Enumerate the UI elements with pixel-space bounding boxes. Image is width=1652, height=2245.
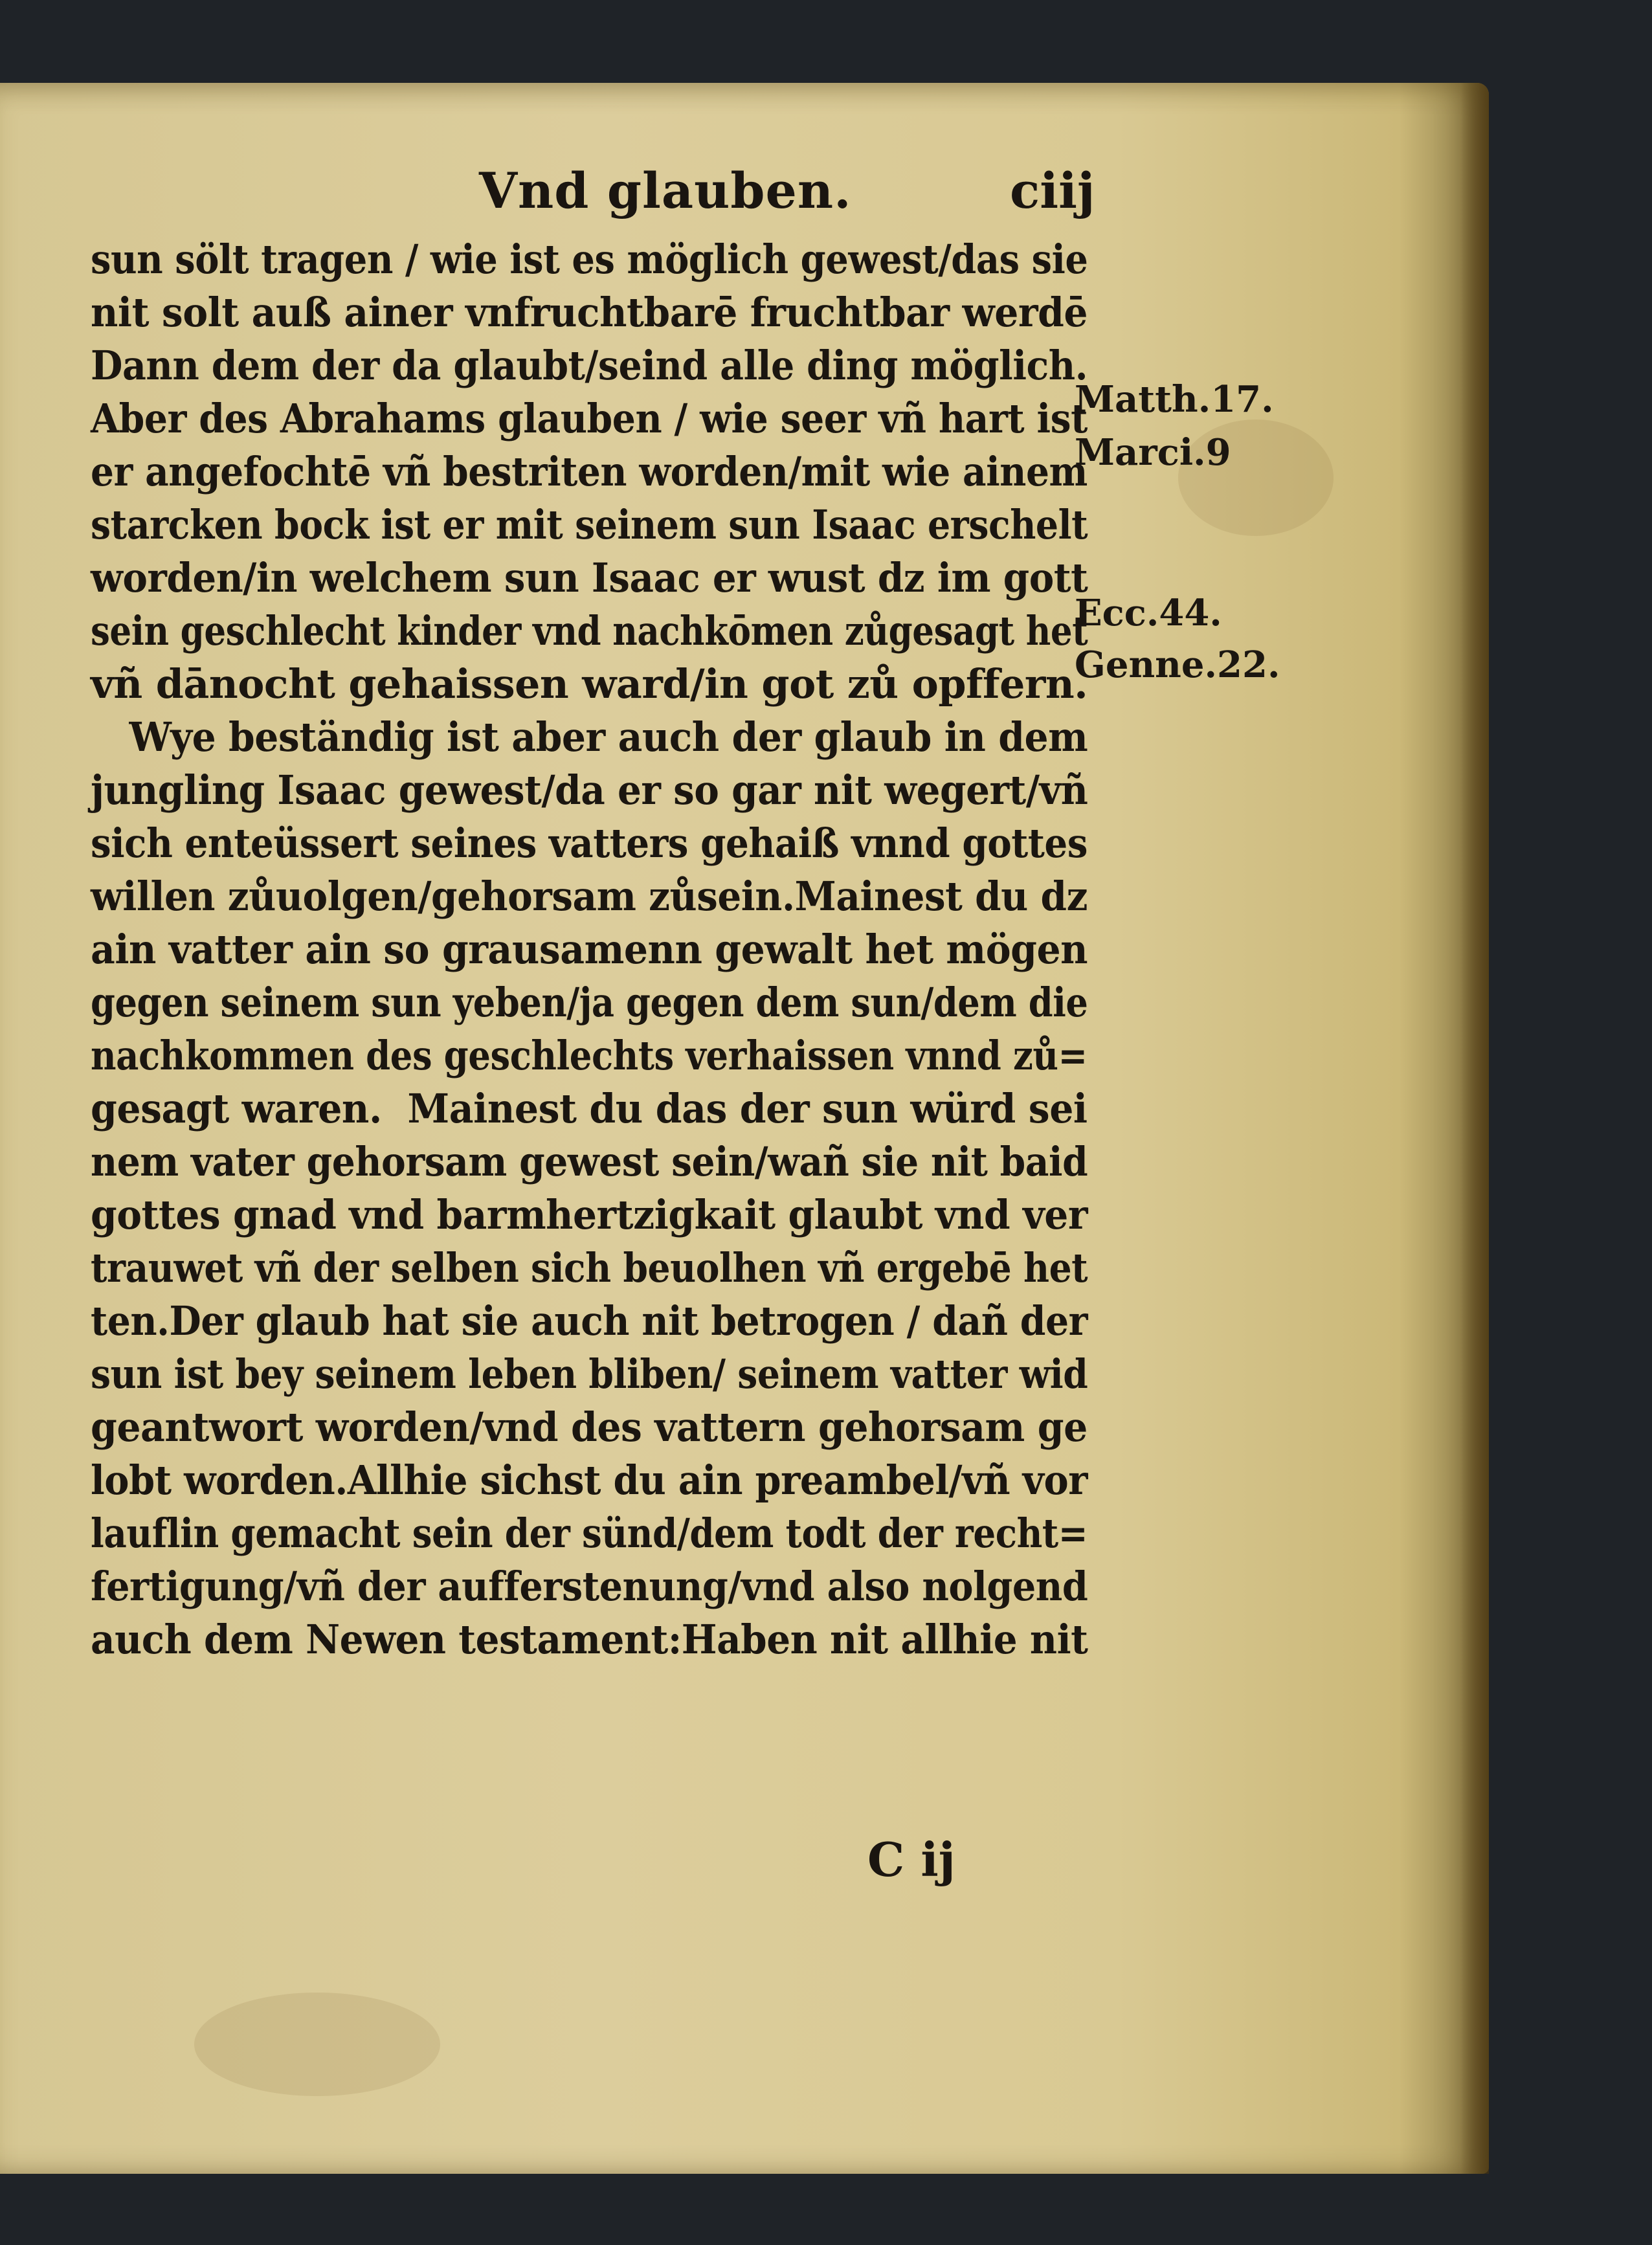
text-line: jungling Isaac gewest/da er so gar nit wegert/vñ xyxy=(91,766,1088,814)
text-line: ten.Der glaub hat sie auch nit betrogen / dañ der xyxy=(91,1297,1088,1345)
body-text-block xyxy=(91,233,1088,1666)
margin-note-eccl: Ecc.44. xyxy=(1075,592,1222,634)
text-line: gesagt waren. Mainest du das der sun würd sei xyxy=(91,1085,1088,1132)
text-line: gegen seinem sun yeben/ja gegen dem sun/dem die xyxy=(91,979,1088,1026)
margin-note-genne: Genne.22. xyxy=(1075,643,1280,686)
text-line: er angefochtē vñ bestriten worden/mit wie ainem xyxy=(91,448,1088,495)
text-line: trauwet vñ der selben sich beuolhen vñ ergebē het xyxy=(91,1244,1088,1291)
text-line: Dann dem der da glaubt/seind alle ding möglich. xyxy=(91,342,1088,389)
text-line: willen zůuolgen/gehorsam zůsein.Mainest du dz xyxy=(91,873,1088,920)
page-header xyxy=(0,162,1489,233)
text-line: nit solt auß ainer vnfruchtbarē fruchtbar werdē xyxy=(91,289,1088,336)
text-line: worden/in welchem sun Isaac er wust dz im gott xyxy=(91,554,1088,601)
text-line: sun ist bey seinem leben bliben/ seinem vatter wid xyxy=(91,1350,1088,1398)
text-line: starcken bock ist er mit seinem sun Isaac erschelt xyxy=(91,501,1088,548)
text-line: sich enteüssert seines vatters gehaiß vnnd gottes xyxy=(91,820,1088,867)
folio-number: ciij xyxy=(1010,162,1095,219)
margin-note-marci: Marci.9 xyxy=(1075,431,1231,474)
running-title: Vnd glauben. xyxy=(479,162,852,219)
text-line: sun sölt tragen / wie ist es möglich gewest/das sie xyxy=(91,236,1088,283)
text-line: Wye beständig ist aber auch der glaub in dem xyxy=(91,713,1088,761)
text-line: ain vatter ain so grausamenn gewalt het mögen xyxy=(91,926,1088,973)
text-line: nachkommen des geschlechts verhaissen vnnd zů= xyxy=(91,1032,1088,1079)
text-line: lauflin gemacht sein der sünd/dem todt der recht= xyxy=(91,1510,1088,1557)
text-line: vñ dānocht gehaissen ward/in got zů opffern. xyxy=(91,660,1088,708)
text-line: nem vater gehorsam gewest sein/wañ sie nit baid xyxy=(91,1138,1088,1185)
text-line: geantwort worden/vnd des vattern gehorsam ge xyxy=(91,1403,1088,1451)
text-line: auch dem Newen testament:Haben nit allhie nit xyxy=(91,1616,1088,1663)
text-line: lobt worden.Allhie sichst du ain preambel/vñ vor xyxy=(91,1457,1088,1504)
text-line: gottes gnad vnd barmhertzigkait glaubt vnd ver xyxy=(91,1191,1088,1238)
margin-note-matth: Matth.17. xyxy=(1075,378,1274,421)
paper-stain xyxy=(194,1993,440,2096)
text-line: fertigung/vñ der aufferstenung/vnd also nolgend xyxy=(91,1563,1088,1610)
signature-mark: C ij xyxy=(867,1832,955,1887)
text-line: sein geschlecht kinder vnd nachkōmen zůgesagt het xyxy=(91,607,1088,654)
text-line: Aber des Abrahams glauben / wie seer vñ hart ist xyxy=(91,395,1088,442)
